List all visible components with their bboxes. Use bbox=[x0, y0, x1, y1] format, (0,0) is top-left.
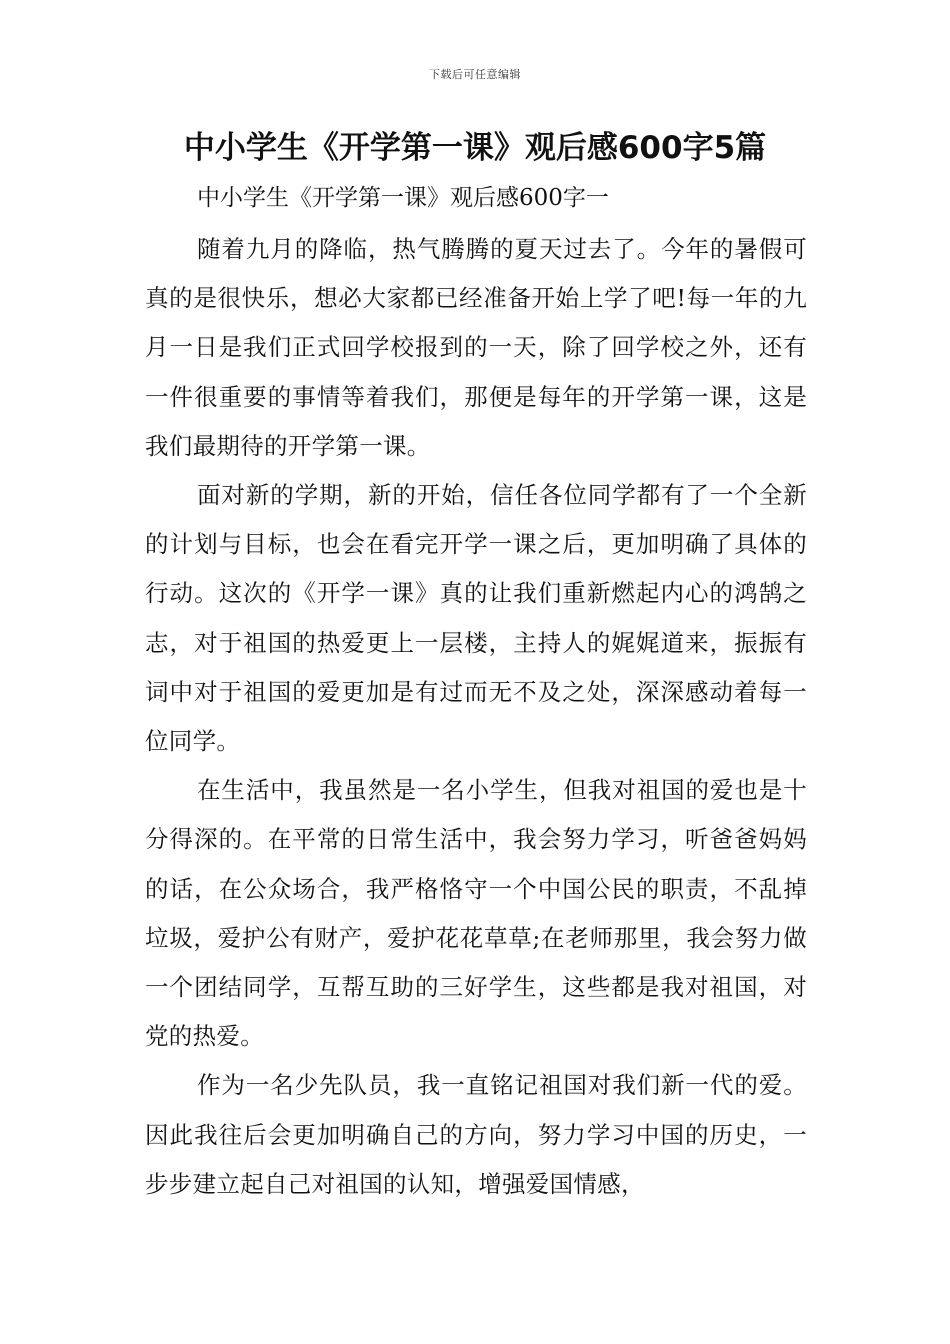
paragraph-1: 随着九月的降临，热气腾腾的夏天过去了。今年的暑假可真的是很快乐，想必大家都已经准备开始上学了吧!每一年的九月一日是我们正式回学校报到的一天，除了回学校之外，还有一件很重要的事情等着我们，那便是每年的开学第一课，这是我们最期待的开学第一课。 bbox=[145, 235, 807, 460]
paragraph-4: 作为一名少先队员，我一直铭记祖国对我们新一代的爱。因此我往后会更加明确自己的方向，努力学习中国的历史，一步步建立起自己对祖国的认知，增强爱国情感， bbox=[145, 1071, 807, 1198]
document-title: 中小学生《开学第一课》观后感600字5篇 bbox=[183, 130, 767, 166]
document-body bbox=[145, 175, 807, 1209]
header-note: 下载后可任意编辑 bbox=[429, 68, 521, 81]
section-subtitle: 中小学生《开学第一课》观后感600字一 bbox=[197, 185, 609, 211]
paragraph-2: 面对新的学期，新的开始，信任各位同学都有了一个全新的计划与目标，也会在看完开学一课之后，更加明确了具体的行动。这次的《开学一课》真的让我们重新燃起内心的鸿鹄之志，对于祖国的热爱更上一层楼，主持人的娓娓道来，振振有词中对于祖国的爱更加是有过而无不及之处，深深感动着每一位同学。 bbox=[145, 481, 807, 756]
paragraph-3: 在生活中，我虽然是一名小学生，但我对祖国的爱也是十分得深的。在平常的日常生活中，我会努力学习，听爸爸妈妈的话，在公众场合，我严格恪守一个中国公民的职责，不乱掉垃圾，爱护公有财产，爱护花花草草;在老师那里，我会努力做一个团结同学，互帮互助的三好学生，这些都是我对祖国，对党的热爱。 bbox=[145, 776, 807, 1051]
